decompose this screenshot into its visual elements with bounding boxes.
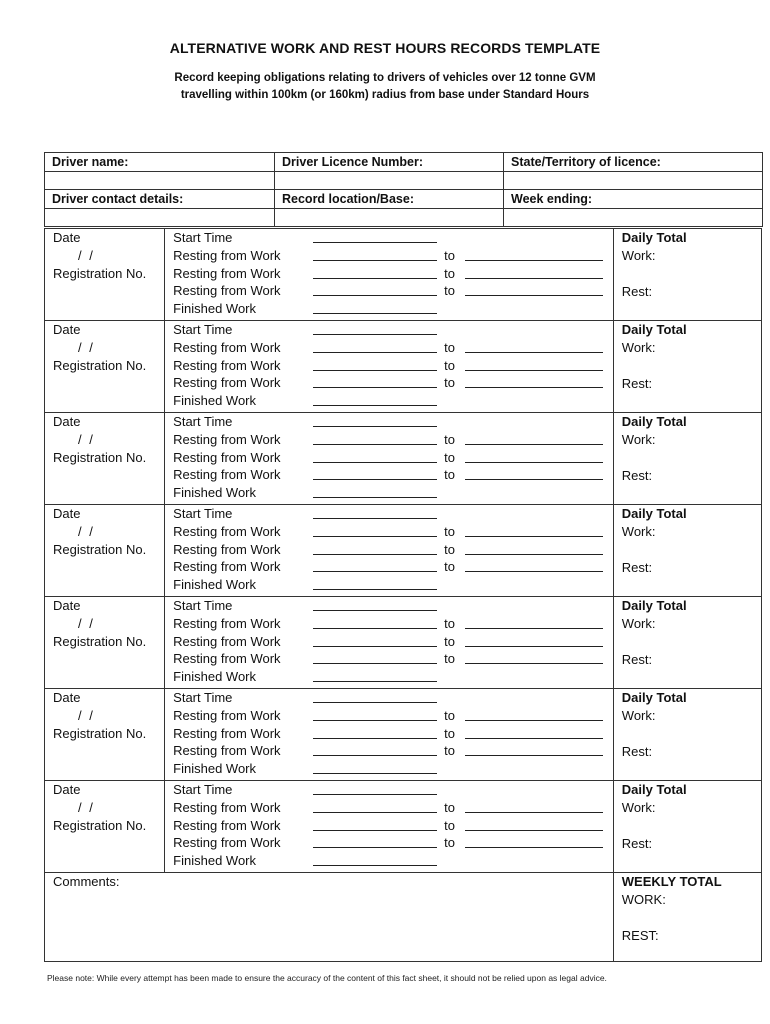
day-record-row <box>45 597 762 689</box>
date-registration-cell <box>45 413 165 505</box>
rest-period-line <box>165 615 613 633</box>
daily-total-cell <box>613 781 761 873</box>
rest-period-line <box>165 742 613 760</box>
week-ending-label: Week ending: <box>504 190 763 209</box>
date-field[interactable]: / / <box>78 248 95 263</box>
resting-label: Resting from Work <box>173 651 281 667</box>
comments-row <box>45 873 762 962</box>
rest-period-line <box>165 265 613 283</box>
to-label: to <box>444 799 455 815</box>
finished-work-line <box>165 668 613 686</box>
resting-label: Resting from Work <box>173 247 281 263</box>
date-label: Date <box>53 506 81 521</box>
daily-total-cell <box>613 597 761 689</box>
finished-work-label: Finished Work <box>173 393 256 409</box>
finished-work-label: Finished Work <box>173 853 256 869</box>
rest-period-line <box>165 541 613 559</box>
state-territory-field[interactable] <box>504 172 763 190</box>
date-field[interactable]: / / <box>78 800 95 815</box>
to-label: to <box>444 835 455 851</box>
day-record-row <box>45 229 762 321</box>
driver-name-field[interactable] <box>45 172 275 190</box>
rest-to-field[interactable] <box>465 628 603 629</box>
daily-total-label: Daily Total <box>621 414 687 429</box>
rest-from-field[interactable] <box>313 387 437 388</box>
licence-number-field[interactable] <box>275 172 504 190</box>
finished-work-line <box>165 484 613 502</box>
rest-from-field[interactable] <box>313 370 437 371</box>
resting-label: Resting from Work <box>173 817 281 833</box>
to-label: to <box>444 283 455 299</box>
to-label: to <box>444 375 455 391</box>
resting-label: Resting from Work <box>173 725 281 741</box>
daily-rest-label: Rest: <box>621 560 653 575</box>
daily-work-label: Work: <box>621 432 656 447</box>
record-location-field[interactable] <box>275 209 504 227</box>
rest-to-field[interactable] <box>465 387 603 388</box>
rest-to-field[interactable] <box>465 847 603 848</box>
date-registration-cell <box>45 321 165 413</box>
date-registration-cell <box>45 781 165 873</box>
rest-from-field[interactable] <box>313 663 437 664</box>
driver-name-label: Driver name: <box>45 153 275 172</box>
rest-period-line <box>165 523 613 541</box>
daily-rest-label: Rest: <box>621 376 653 391</box>
page-subtitle <box>0 70 770 104</box>
resting-label: Resting from Work <box>173 339 281 355</box>
registration-label: Registration No. <box>53 358 147 373</box>
rest-to-field[interactable] <box>465 830 603 831</box>
rest-period-line <box>165 707 613 725</box>
date-label: Date <box>53 322 81 337</box>
rest-to-field[interactable] <box>465 352 603 353</box>
resting-label: Resting from Work <box>173 449 281 465</box>
rest-from-field[interactable] <box>313 444 437 445</box>
rest-period-line <box>165 633 613 651</box>
start-time-line <box>165 321 613 339</box>
daily-rest-label: Rest: <box>621 468 653 483</box>
comments-field[interactable] <box>45 873 614 962</box>
finished-work-label: Finished Work <box>173 485 256 501</box>
start-time-field[interactable] <box>313 334 437 335</box>
rest-to-field[interactable] <box>465 755 603 756</box>
rest-from-field[interactable] <box>313 554 437 555</box>
date-field[interactable]: / / <box>78 708 95 723</box>
rest-to-field[interactable] <box>465 720 603 721</box>
to-label: to <box>444 559 455 575</box>
finished-work-field[interactable] <box>313 313 437 314</box>
to-label: to <box>444 431 455 447</box>
finished-work-label: Finished Work <box>173 669 256 685</box>
rest-from-field[interactable] <box>313 260 437 261</box>
rest-to-field[interactable] <box>465 278 603 279</box>
rest-to-field[interactable] <box>465 370 603 371</box>
to-label: to <box>444 339 455 355</box>
day-record-row <box>45 689 762 781</box>
rest-from-field[interactable] <box>313 295 437 296</box>
to-label: to <box>444 725 455 741</box>
start-time-field[interactable] <box>313 426 437 427</box>
work-rest-times-cell <box>165 505 614 597</box>
finished-work-label: Finished Work <box>173 761 256 777</box>
driver-details-table <box>44 152 763 227</box>
rest-from-field[interactable] <box>313 847 437 848</box>
daily-total-cell <box>613 413 761 505</box>
rest-to-field[interactable] <box>465 536 603 537</box>
weekly-total-label: WEEKLY TOTAL <box>621 874 722 889</box>
rest-period-line <box>165 374 613 392</box>
weekly-total-cell <box>613 873 761 962</box>
daily-total-cell <box>613 229 761 321</box>
work-rest-times-cell <box>165 413 614 505</box>
registration-label: Registration No. <box>53 726 147 741</box>
start-time-field[interactable] <box>313 702 437 703</box>
rest-from-field[interactable] <box>313 536 437 537</box>
rest-period-line <box>165 282 613 300</box>
work-rest-times-cell <box>165 229 614 321</box>
rest-to-field[interactable] <box>465 571 603 572</box>
daily-work-label: Work: <box>621 524 656 539</box>
day-record-row <box>45 781 762 873</box>
start-time-label: Start Time <box>173 414 233 429</box>
date-registration-cell <box>45 229 165 321</box>
start-time-line <box>165 597 613 615</box>
date-label: Date <box>53 690 81 705</box>
daily-total-label: Daily Total <box>621 598 687 613</box>
finished-work-field[interactable] <box>313 497 437 498</box>
rest-from-field[interactable] <box>313 571 437 572</box>
start-time-label: Start Time <box>173 782 233 797</box>
finished-work-field[interactable] <box>313 865 437 866</box>
start-time-line <box>165 781 613 799</box>
start-time-line <box>165 229 613 247</box>
date-label: Date <box>53 230 81 245</box>
to-label: to <box>444 707 455 723</box>
rest-period-line <box>165 799 613 817</box>
start-time-field[interactable] <box>313 610 437 611</box>
rest-from-field[interactable] <box>313 352 437 353</box>
resting-label: Resting from Work <box>173 523 281 539</box>
rest-to-field[interactable] <box>465 479 603 480</box>
rest-to-field[interactable] <box>465 812 603 813</box>
to-label: to <box>444 817 455 833</box>
start-time-label: Start Time <box>173 690 233 705</box>
daily-total-label: Daily Total <box>621 230 687 245</box>
date-label: Date <box>53 782 81 797</box>
resting-label: Resting from Work <box>173 743 281 759</box>
registration-label: Registration No. <box>53 542 147 557</box>
rest-to-field[interactable] <box>465 646 603 647</box>
comments-label: Comments: <box>53 874 120 889</box>
daily-work-label: Work: <box>621 248 656 263</box>
start-time-field[interactable] <box>313 242 437 243</box>
finished-work-line <box>165 576 613 594</box>
work-rest-times-cell <box>165 597 614 689</box>
rest-to-field[interactable] <box>465 260 603 261</box>
finished-work-label: Finished Work <box>173 301 256 317</box>
to-label: to <box>444 615 455 631</box>
rest-from-field[interactable] <box>313 755 437 756</box>
rest-period-line <box>165 431 613 449</box>
daily-rest-label: Rest: <box>621 744 653 759</box>
to-label: to <box>444 357 455 373</box>
start-time-line <box>165 505 613 523</box>
date-label: Date <box>53 414 81 429</box>
work-rest-times-cell <box>165 689 614 781</box>
date-registration-cell <box>45 689 165 781</box>
rest-from-field[interactable] <box>313 720 437 721</box>
day-record-row <box>45 413 762 505</box>
subtitle-line-1: Record keeping obligations relating to drivers of vehicles over 12 tonne GVM <box>174 72 596 84</box>
rest-period-line <box>165 834 613 852</box>
daily-records-table <box>44 228 762 962</box>
rest-from-field[interactable] <box>313 278 437 279</box>
resting-label: Resting from Work <box>173 615 281 631</box>
rest-from-field[interactable] <box>313 812 437 813</box>
contact-details-label: Driver contact details: <box>45 190 275 209</box>
start-time-field[interactable] <box>313 794 437 795</box>
date-field[interactable]: / / <box>78 340 95 355</box>
resting-label: Resting from Work <box>173 357 281 373</box>
daily-rest-label: Rest: <box>621 652 653 667</box>
finished-work-line <box>165 300 613 318</box>
state-territory-label: State/Territory of licence: <box>504 153 763 172</box>
resting-label: Resting from Work <box>173 283 281 299</box>
weekly-work-label: WORK: <box>621 892 666 907</box>
daily-rest-label: Rest: <box>621 284 653 299</box>
resting-label: Resting from Work <box>173 431 281 447</box>
contact-details-field[interactable] <box>45 209 275 227</box>
rest-to-field[interactable] <box>465 462 603 463</box>
resting-label: Resting from Work <box>173 265 281 281</box>
licence-number-label: Driver Licence Number: <box>275 153 504 172</box>
rest-to-field[interactable] <box>465 663 603 664</box>
finished-work-field[interactable] <box>313 681 437 682</box>
rest-to-field[interactable] <box>465 738 603 739</box>
date-registration-cell <box>45 597 165 689</box>
start-time-label: Start Time <box>173 598 233 613</box>
start-time-label: Start Time <box>173 506 233 521</box>
rest-from-field[interactable] <box>313 738 437 739</box>
finished-work-field[interactable] <box>313 405 437 406</box>
finished-work-line <box>165 852 613 870</box>
rest-from-field[interactable] <box>313 830 437 831</box>
daily-total-cell <box>613 321 761 413</box>
rest-period-line <box>165 725 613 743</box>
to-label: to <box>444 523 455 539</box>
rest-to-field[interactable] <box>465 295 603 296</box>
resting-label: Resting from Work <box>173 633 281 649</box>
to-label: to <box>444 651 455 667</box>
finished-work-line <box>165 392 613 410</box>
daily-total-label: Daily Total <box>621 506 687 521</box>
resting-label: Resting from Work <box>173 467 281 483</box>
daily-rest-label: Rest: <box>621 836 653 851</box>
rest-from-field[interactable] <box>313 462 437 463</box>
rest-period-line <box>165 339 613 357</box>
daily-work-label: Work: <box>621 800 656 815</box>
day-record-row <box>45 505 762 597</box>
resting-label: Resting from Work <box>173 707 281 723</box>
to-label: to <box>444 247 455 263</box>
date-field[interactable]: / / <box>78 616 95 631</box>
start-time-line <box>165 689 613 707</box>
to-label: to <box>444 541 455 557</box>
rest-period-line <box>165 817 613 835</box>
date-field[interactable]: / / <box>78 524 95 539</box>
to-label: to <box>444 743 455 759</box>
finished-work-line <box>165 760 613 778</box>
week-ending-field[interactable] <box>504 209 763 227</box>
start-time-field[interactable] <box>313 518 437 519</box>
finished-work-field[interactable] <box>313 589 437 590</box>
registration-label: Registration No. <box>53 818 147 833</box>
work-rest-times-cell <box>165 781 614 873</box>
rest-to-field[interactable] <box>465 554 603 555</box>
daily-total-cell <box>613 689 761 781</box>
record-location-label: Record location/Base: <box>275 190 504 209</box>
resting-label: Resting from Work <box>173 541 281 557</box>
registration-label: Registration No. <box>53 450 147 465</box>
start-time-label: Start Time <box>173 230 233 245</box>
resting-label: Resting from Work <box>173 375 281 391</box>
page-title: ALTERNATIVE WORK AND REST HOURS RECORDS TEMPLATE <box>169 40 601 56</box>
rest-to-field[interactable] <box>465 444 603 445</box>
rest-period-line <box>165 650 613 668</box>
resting-label: Resting from Work <box>173 799 281 815</box>
daily-total-label: Daily Total <box>621 690 687 705</box>
daily-total-cell <box>613 505 761 597</box>
date-registration-cell <box>45 505 165 597</box>
start-time-line <box>165 413 613 431</box>
rest-period-line <box>165 247 613 265</box>
resting-label: Resting from Work <box>173 559 281 575</box>
rest-period-line <box>165 558 613 576</box>
rest-from-field[interactable] <box>313 479 437 480</box>
daily-total-label: Daily Total <box>621 322 687 337</box>
to-label: to <box>444 467 455 483</box>
work-rest-times-cell <box>165 321 614 413</box>
registration-label: Registration No. <box>53 266 147 281</box>
date-field[interactable]: / / <box>78 432 95 447</box>
rest-from-field[interactable] <box>313 628 437 629</box>
date-label: Date <box>53 598 81 613</box>
daily-work-label: Work: <box>621 708 656 723</box>
rest-period-line <box>165 466 613 484</box>
subtitle-line-2: travelling within 100km (or 160km) radius from base under Standard Hours <box>180 89 590 101</box>
weekly-rest-label: REST: <box>621 928 659 943</box>
start-time-label: Start Time <box>173 322 233 337</box>
finished-work-field[interactable] <box>313 773 437 774</box>
to-label: to <box>444 449 455 465</box>
daily-work-label: Work: <box>621 616 656 631</box>
registration-label: Registration No. <box>53 634 147 649</box>
daily-total-label: Daily Total <box>621 782 687 797</box>
rest-from-field[interactable] <box>313 646 437 647</box>
to-label: to <box>444 633 455 649</box>
rest-period-line <box>165 449 613 467</box>
legal-footnote: Please note: While every attempt has been made to ensure the accuracy of the content of this fact sheet, it should not be relied upon as legal advice. <box>47 973 607 983</box>
daily-work-label: Work: <box>621 340 656 355</box>
resting-label: Resting from Work <box>173 835 281 851</box>
day-record-row <box>45 321 762 413</box>
rest-period-line <box>165 357 613 375</box>
to-label: to <box>444 265 455 281</box>
finished-work-label: Finished Work <box>173 577 256 593</box>
